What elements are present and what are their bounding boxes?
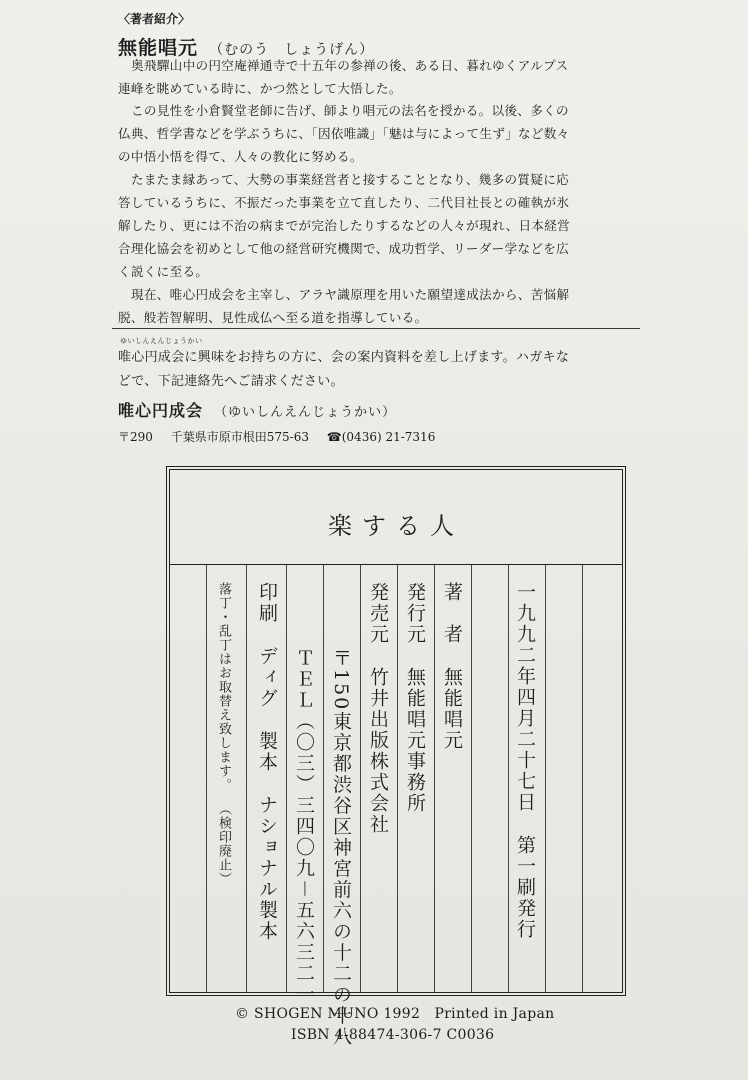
author-intro-label: 〈著者紹介〉 xyxy=(118,12,191,26)
issuer-label: 発行元 xyxy=(404,582,426,645)
column-rule xyxy=(360,565,361,992)
column-rule xyxy=(434,565,435,992)
seller-address: 〒150東京都渋谷区神宮前六の十二の十八 xyxy=(330,648,352,1048)
printing-column xyxy=(254,582,281,942)
printer: ディグ xyxy=(256,646,278,709)
author-name-reading: （むのう しょうげん） xyxy=(209,42,375,58)
seller-column xyxy=(365,582,392,835)
org-info-line: どで、下記連絡先へご請求ください。 xyxy=(118,374,344,389)
bio-line: 現在、唯心円成会を主宰し、アラヤ識原理を用いた願望達成法から、苦悩解 xyxy=(131,287,570,302)
column-rule xyxy=(246,565,247,992)
edition: 第一刷発行 xyxy=(514,835,536,940)
bio-line: 解したり、更には不治の病までが完治したりするなどの人々が現れ、日本経営 xyxy=(118,218,571,233)
title-row xyxy=(170,470,622,565)
author-name: 無能唱元 xyxy=(118,37,199,59)
seller-tel-column xyxy=(291,648,318,1005)
issuer-column xyxy=(402,582,429,814)
org-phone: ☎(0436) 21-7316 xyxy=(326,430,436,444)
copyright-line: © SHOGEN MUNO 1992 Printed in Japan xyxy=(235,1006,555,1022)
book-title: 楽する人 xyxy=(328,512,464,540)
issuer: 無能唱元事務所 xyxy=(404,667,426,814)
org-address: 千葉県市原市根田575-63 xyxy=(170,430,309,444)
notice-column xyxy=(214,582,233,886)
date-column xyxy=(512,582,539,940)
column-rule xyxy=(545,565,546,992)
binder: ナショナル製本 xyxy=(256,795,278,942)
seal-note: （検印廃止） xyxy=(216,802,231,886)
bio-line: 仏典、哲学書などを学ぶうちに、「因依唯識」「魅は与によって生ず」など数々 xyxy=(118,126,570,141)
seller-tel: ＴＥＬ（〇三）三四〇九－五六三二一 xyxy=(293,648,315,1006)
column-rule xyxy=(286,565,287,992)
bio-line: この見性を小倉賢堂老師に告げ、師より唱元の法名を授かる。以後、多くの xyxy=(131,103,569,118)
org-info-line: 唯心円成会に興味をお持ちの方に、会の案内資料を差し上げます。ハガキな xyxy=(118,350,570,365)
bio-line: 合理化協会を初めとして他の経営研究機関で、成功哲学、リーダー学などを広 xyxy=(118,241,570,256)
bio-line: 連峰を眺めている時に、かつ然として大悟した。 xyxy=(118,81,402,96)
bio-line: の中悟小悟を得て、人々の教化に努める。 xyxy=(118,149,363,164)
column-rule xyxy=(397,565,398,992)
divider xyxy=(112,328,640,329)
seller-label: 発売元 xyxy=(367,582,389,645)
column-rule xyxy=(582,565,583,992)
column-rule xyxy=(508,565,509,992)
author-column xyxy=(439,582,466,751)
bio-line: たまたま縁あって、大勢の事業経営者と接することとなり、幾多の質疑に応 xyxy=(131,172,570,187)
org-contact xyxy=(118,428,449,445)
printing-label: 印刷 xyxy=(256,582,278,624)
postal-code: 〒290 xyxy=(118,430,153,444)
bio-line: く説くに至る。 xyxy=(118,264,209,279)
publication-date: 一九九二年四月二十七日 xyxy=(514,582,536,813)
org-ruby: ゆいしんえんじょうかい xyxy=(120,337,203,345)
isbn-line: ISBN 4-88474-306-7 C0036 xyxy=(291,1027,495,1043)
bio-line: 脱、般若智解明、見性成仏へ至る道を指導している。 xyxy=(118,310,428,325)
column-rule xyxy=(471,565,472,992)
seller: 竹井出版株式会社 xyxy=(367,667,389,835)
org-heading xyxy=(118,398,396,421)
org-name: 唯心円成会 xyxy=(118,401,204,420)
column-rule xyxy=(323,565,324,992)
bio-line: 奥飛驒山中の円空庵禅通寺で十五年の参禅の後、ある日、暮れゆくアルプス xyxy=(131,58,569,73)
replacement-notice: 落丁・乱丁はお取替え致します。 xyxy=(216,582,231,792)
bio-line: 答しているうちに、不振だった事業を立て直したり、二代目社長との確執が氷 xyxy=(118,195,570,210)
author-label: 著 者 xyxy=(441,582,463,645)
binding-label: 製本 xyxy=(256,731,278,773)
seller-address-column xyxy=(328,648,355,1047)
org-name-reading: （ゆいしんえんじょうかい） xyxy=(214,405,397,420)
column-rule xyxy=(206,565,207,992)
colophon-author: 無能唱元 xyxy=(441,667,463,751)
